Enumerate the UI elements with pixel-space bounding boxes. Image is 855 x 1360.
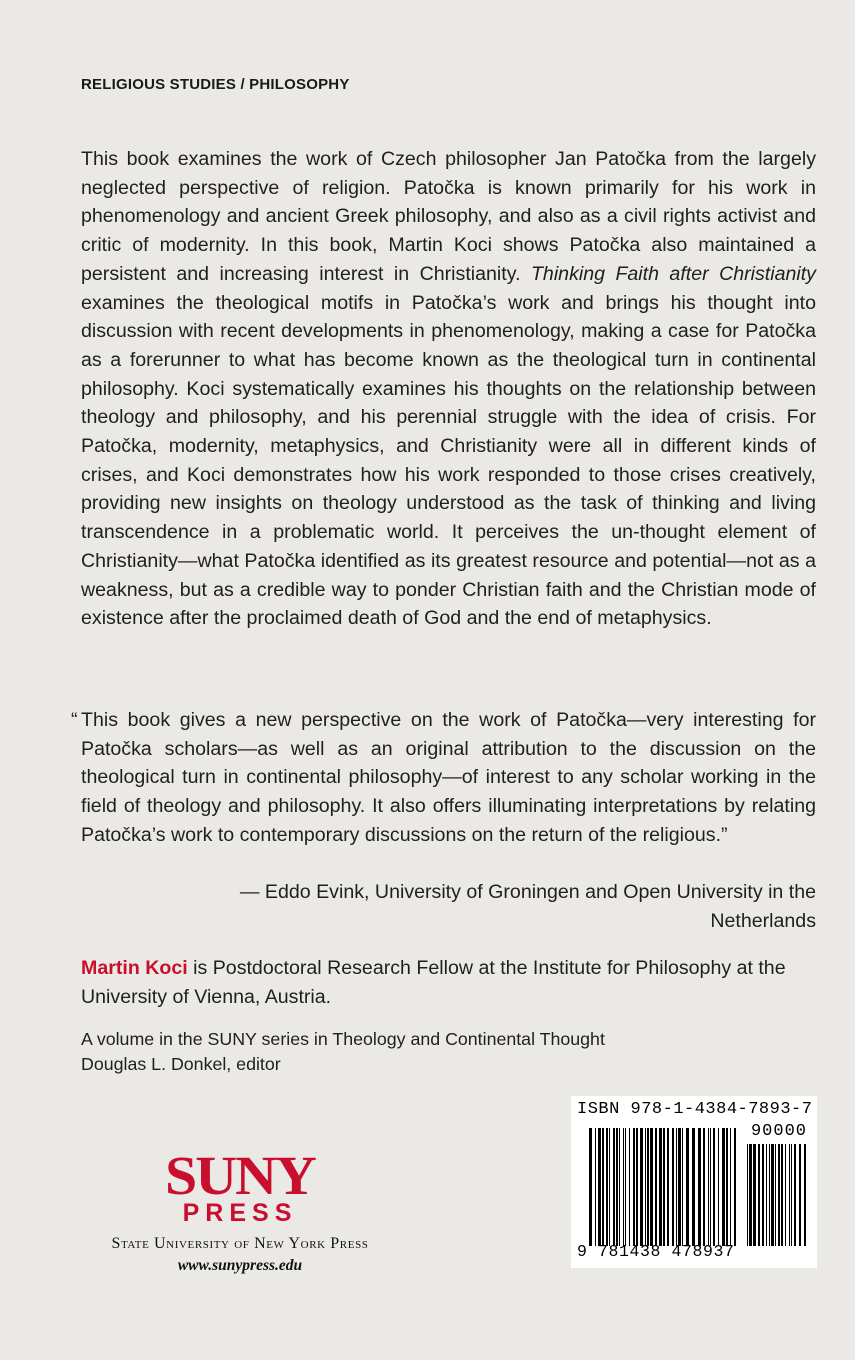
barcode-bar: [678, 1128, 681, 1246]
barcode-bar: [692, 1128, 695, 1246]
barcode-bar: [609, 1128, 610, 1246]
description-part-2: examines the theological motifs in Patočka’s work and brings his thought into discussion with recent developments in phenomenology, making a case for Patočka as a forerunner to what has become known as the theological turn in continental philosophy. Koci systematically examines his thoughts on the relationship between theology and philosophy, and his perennial struggle with the idea of crisis. For Patočka, modernity, metaphysics, and Christianity were all in different kinds of crises, and Koci demonstrates how his work responded to those crises creatively, providing new insights on theology understood as the task of thinking and living transcendence in a problematic world. It perceives the un-thought element of Christianity—what Patočka identified as its greatest resource and potential—not as a weakness, but as a credible way to ponder Christian faith and the Christian mode of existence after the proclaimed death of God and the end of metaphysics.: [81, 291, 816, 630]
series-editor: Douglas L. Donkel, editor: [81, 1054, 281, 1074]
series-note: [81, 1027, 781, 1077]
barcode-bar: [650, 1128, 653, 1246]
category-label: RELIGIOUS STUDIES / PHILOSOPHY: [81, 76, 350, 93]
barcode-bar: [753, 1144, 756, 1246]
description-part-1: This book examines the work of Czech philosopher Jan Patočka from the largely neglected perspective of religion. Patočka is known primarily for his work in phenomenology and ancient Greek philosophy, and also as a civil rights activist and critic of modernity. In this book, Martin Koci shows Patočka also maintained a persistent and increasing interest in Christianity.: [81, 148, 816, 285]
barcode-bar: [762, 1144, 764, 1246]
press-logo: PRESS: [182, 1199, 298, 1227]
barcode-bar: [589, 1128, 592, 1246]
author-bio-text: is Postdoctoral Research Fellow at the Institute for Philosophy at the University of Vienna, Austria.: [81, 957, 786, 1008]
barcode-bar: [804, 1144, 806, 1246]
barcode-digits: 9 781438 478937: [577, 1242, 735, 1261]
barcode-bar: [595, 1128, 596, 1246]
barcode-bar: [655, 1128, 657, 1246]
publisher-url: www.sunypress.edu: [177, 1257, 303, 1274]
barcode-bar: [718, 1128, 719, 1246]
barcode-bar: [713, 1128, 715, 1246]
barcode-bar: [629, 1128, 630, 1246]
barcode-bar: [799, 1144, 801, 1246]
barcode-bar: [708, 1128, 709, 1246]
barcode-bar: [758, 1144, 760, 1246]
quote-text: This book gives a new perspective on the work of Patočka—very interesting for Patočka scholars—as well as an original attribution to the discussion on the theological turn in continental philosophy—of interest to any scholar working in the field of theology and philosophy. It also offers illuminating interpretations by relating Patočka’s work to contemporary discussions on the return of the religious.”: [81, 709, 816, 846]
barcode-bar: [749, 1144, 752, 1246]
barcode-bar: [698, 1128, 701, 1246]
barcode-bar: [682, 1128, 683, 1246]
barcode-bar: [747, 1144, 748, 1246]
barcode-bar: [726, 1128, 728, 1246]
barcode-bar: [722, 1128, 725, 1246]
barcode-bar: [794, 1144, 796, 1246]
barcode-bar: [619, 1128, 620, 1246]
series-line: A volume in the SUNY series in Theology and Continental Thought: [81, 1029, 605, 1049]
author-name: Martin Koci: [81, 957, 188, 979]
barcode-bar: [647, 1128, 649, 1246]
barcode-bar: [640, 1128, 643, 1246]
barcode-bar: [789, 1144, 790, 1246]
book-title: Thinking Faith after Christianity: [530, 262, 816, 285]
barcode-bar: [771, 1144, 774, 1246]
barcode-bar: [672, 1128, 674, 1246]
publisher-name: State University of New York Press: [111, 1235, 369, 1252]
barcode-bar: [645, 1128, 646, 1246]
barcode-bar: [616, 1128, 618, 1246]
barcode-bar: [625, 1128, 626, 1246]
quote-open-mark: “: [71, 709, 78, 731]
quote-attribution: — Eddo Evink, University of Groningen and Open University in the Netherlands: [239, 881, 816, 932]
barcode-bar: [606, 1128, 608, 1246]
barcode-bar: [633, 1128, 635, 1246]
barcode-bar: [710, 1128, 711, 1246]
endorsement-quote: [71, 706, 816, 850]
barcode-bar: [785, 1144, 786, 1246]
barcode-bar: [766, 1144, 767, 1246]
barcode-bar: [598, 1128, 601, 1246]
barcode-bar: [686, 1128, 689, 1246]
author-bio: [81, 954, 826, 1011]
barcode-bar: [775, 1144, 776, 1246]
barcode-bar: [602, 1128, 604, 1246]
isbn-text: ISBN 978-1-4384-7893-7: [577, 1100, 813, 1119]
book-description: [81, 145, 816, 633]
barcode-bar: [791, 1144, 792, 1246]
barcode-bar: [781, 1144, 783, 1246]
barcode-bar: [730, 1128, 731, 1246]
price-code: 90000: [750, 1122, 807, 1141]
barcode-bar: [734, 1128, 736, 1246]
barcode-bar: [663, 1128, 665, 1246]
barcode-bar: [613, 1128, 615, 1246]
barcode-bar: [676, 1128, 677, 1246]
suny-logo: SUNY: [165, 1144, 315, 1207]
barcode-bar: [636, 1128, 638, 1246]
barcode-bar: [667, 1128, 669, 1246]
barcode-bar: [778, 1144, 780, 1246]
publisher-block: [80, 1144, 400, 1275]
barcode-bar: [659, 1128, 662, 1246]
barcode-block: [571, 1096, 817, 1268]
barcode-bar: [623, 1128, 624, 1246]
barcode-bar: [703, 1128, 705, 1246]
barcode-bar: [769, 1144, 770, 1246]
